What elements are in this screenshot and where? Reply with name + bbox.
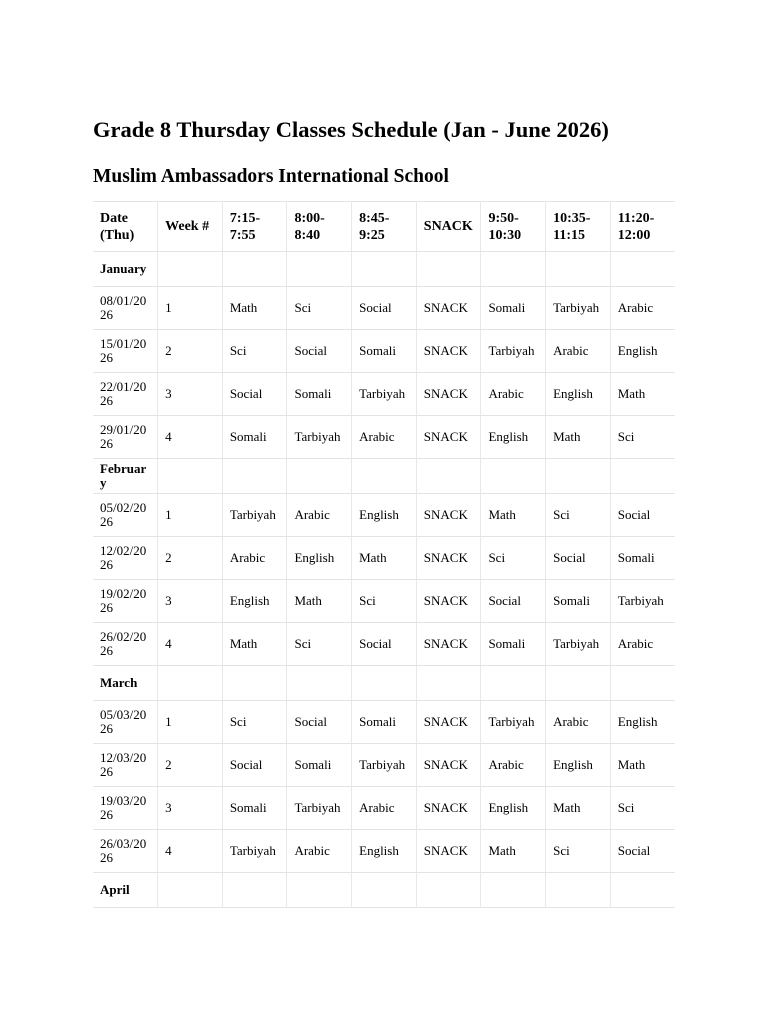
- empty-cell: [352, 873, 417, 908]
- subject-cell: Tarbiyah: [352, 373, 417, 416]
- subject-cell: Somali: [352, 701, 417, 744]
- week-cell: 4: [158, 830, 223, 873]
- subject-cell: Social: [287, 701, 352, 744]
- subject-cell: Math: [610, 373, 675, 416]
- subject-cell: Tarbiyah: [287, 416, 352, 459]
- empty-cell: [481, 459, 546, 494]
- date-cell: 19/03/2026: [93, 787, 158, 830]
- week-cell: 2: [158, 537, 223, 580]
- subject-cell: Sci: [222, 701, 287, 744]
- subject-cell: Sci: [610, 787, 675, 830]
- empty-cell: [222, 459, 287, 494]
- month-row: [93, 252, 675, 287]
- subject-cell: Sci: [546, 830, 611, 873]
- month-label: January: [93, 252, 158, 287]
- week-cell: 3: [158, 580, 223, 623]
- subject-cell: Math: [352, 537, 417, 580]
- week-cell: 4: [158, 623, 223, 666]
- empty-cell: [287, 252, 352, 287]
- schedule-body: [93, 252, 675, 908]
- week-cell: 1: [158, 287, 223, 330]
- empty-cell: [416, 252, 481, 287]
- empty-cell: [222, 252, 287, 287]
- date-cell: 05/02/2026: [93, 494, 158, 537]
- subject-cell: Tarbiyah: [546, 287, 611, 330]
- subject-cell: Math: [481, 830, 546, 873]
- week-cell: 3: [158, 373, 223, 416]
- subject-cell: English: [481, 787, 546, 830]
- subject-cell: SNACK: [416, 787, 481, 830]
- subject-cell: Social: [546, 537, 611, 580]
- subject-cell: Arabic: [546, 701, 611, 744]
- table-row: [93, 787, 675, 830]
- subject-cell: Sci: [352, 580, 417, 623]
- empty-cell: [546, 873, 611, 908]
- subject-cell: Tarbiyah: [546, 623, 611, 666]
- table-row: [93, 287, 675, 330]
- table-row: [93, 494, 675, 537]
- subject-cell: Sci: [546, 494, 611, 537]
- empty-cell: [222, 873, 287, 908]
- subject-cell: Social: [481, 580, 546, 623]
- subject-cell: Tarbiyah: [352, 744, 417, 787]
- table-row: [93, 701, 675, 744]
- subject-cell: Arabic: [352, 787, 417, 830]
- date-cell: 26/03/2026: [93, 830, 158, 873]
- subject-cell: Arabic: [287, 494, 352, 537]
- subject-cell: Math: [481, 494, 546, 537]
- subject-cell: Tarbiyah: [610, 580, 675, 623]
- subject-cell: Arabic: [481, 744, 546, 787]
- week-cell: 2: [158, 330, 223, 373]
- header-cell: Date (Thu): [93, 202, 158, 252]
- header-cell: 9:50-10:30: [481, 202, 546, 252]
- table-row: [93, 416, 675, 459]
- empty-cell: [416, 873, 481, 908]
- subject-cell: English: [222, 580, 287, 623]
- header-cell: 8:45-9:25: [352, 202, 417, 252]
- empty-cell: [416, 666, 481, 701]
- header-cell: 10:35-11:15: [546, 202, 611, 252]
- empty-cell: [610, 252, 675, 287]
- table-row: [93, 373, 675, 416]
- subject-cell: Arabic: [546, 330, 611, 373]
- empty-cell: [610, 666, 675, 701]
- subject-cell: Somali: [287, 744, 352, 787]
- empty-cell: [546, 666, 611, 701]
- subject-cell: Tarbiyah: [222, 494, 287, 537]
- month-row: [93, 873, 675, 908]
- header-cell: 11:20-12:00: [610, 202, 675, 252]
- subject-cell: Arabic: [481, 373, 546, 416]
- header-cell: Week #: [158, 202, 223, 252]
- schedule-header: [93, 202, 675, 252]
- subject-cell: Tarbiyah: [222, 830, 287, 873]
- page-title: Grade 8 Thursday Classes Schedule (Jan - June 2026): [93, 117, 609, 142]
- subject-cell: SNACK: [416, 494, 481, 537]
- subject-cell: Sci: [287, 623, 352, 666]
- subject-cell: English: [352, 830, 417, 873]
- empty-cell: [352, 459, 417, 494]
- subject-cell: Somali: [481, 623, 546, 666]
- empty-cell: [158, 459, 223, 494]
- table-row: [93, 744, 675, 787]
- date-cell: 19/02/2026: [93, 580, 158, 623]
- subject-cell: SNACK: [416, 744, 481, 787]
- empty-cell: [610, 459, 675, 494]
- subject-cell: SNACK: [416, 287, 481, 330]
- subject-cell: Social: [610, 494, 675, 537]
- subject-cell: English: [481, 416, 546, 459]
- week-cell: 3: [158, 787, 223, 830]
- subject-cell: English: [610, 330, 675, 373]
- subject-cell: Tarbiyah: [481, 701, 546, 744]
- date-cell: 22/01/2026: [93, 373, 158, 416]
- subject-cell: Arabic: [610, 287, 675, 330]
- month-row: [93, 459, 675, 494]
- subject-cell: Somali: [287, 373, 352, 416]
- date-cell: 12/02/2026: [93, 537, 158, 580]
- subject-cell: Sci: [222, 330, 287, 373]
- date-cell: 26/02/2026: [93, 623, 158, 666]
- empty-cell: [546, 252, 611, 287]
- subject-cell: Sci: [610, 416, 675, 459]
- subject-cell: Tarbiyah: [287, 787, 352, 830]
- schedule-table: [93, 201, 675, 908]
- subject-cell: SNACK: [416, 330, 481, 373]
- subject-cell: SNACK: [416, 416, 481, 459]
- week-cell: 4: [158, 416, 223, 459]
- month-label: March: [93, 666, 158, 701]
- empty-cell: [287, 666, 352, 701]
- empty-cell: [416, 459, 481, 494]
- subject-cell: English: [287, 537, 352, 580]
- subject-cell: Math: [546, 787, 611, 830]
- subject-cell: SNACK: [416, 701, 481, 744]
- empty-cell: [481, 252, 546, 287]
- subject-cell: Social: [222, 744, 287, 787]
- subject-cell: Social: [610, 830, 675, 873]
- subject-cell: Somali: [481, 287, 546, 330]
- week-cell: 2: [158, 744, 223, 787]
- date-cell: 15/01/2026: [93, 330, 158, 373]
- subject-cell: Arabic: [352, 416, 417, 459]
- subject-cell: Somali: [222, 416, 287, 459]
- week-cell: 1: [158, 494, 223, 537]
- subject-cell: Tarbiyah: [481, 330, 546, 373]
- date-cell: 29/01/2026: [93, 416, 158, 459]
- subject-cell: SNACK: [416, 623, 481, 666]
- date-cell: 12/03/2026: [93, 744, 158, 787]
- subject-cell: Arabic: [287, 830, 352, 873]
- empty-cell: [610, 873, 675, 908]
- table-row: [93, 580, 675, 623]
- subject-cell: Social: [352, 287, 417, 330]
- header-row: [93, 202, 675, 252]
- table-row: [93, 330, 675, 373]
- empty-cell: [287, 873, 352, 908]
- empty-cell: [546, 459, 611, 494]
- subject-cell: Sci: [287, 287, 352, 330]
- subject-cell: Social: [352, 623, 417, 666]
- empty-cell: [481, 873, 546, 908]
- subject-cell: SNACK: [416, 373, 481, 416]
- empty-cell: [222, 666, 287, 701]
- table-row: [93, 830, 675, 873]
- table-row: [93, 623, 675, 666]
- subject-cell: English: [610, 701, 675, 744]
- subject-cell: Math: [222, 623, 287, 666]
- empty-cell: [158, 252, 223, 287]
- date-cell: 05/03/2026: [93, 701, 158, 744]
- subject-cell: Somali: [222, 787, 287, 830]
- subject-cell: Arabic: [610, 623, 675, 666]
- subject-cell: Math: [610, 744, 675, 787]
- month-label: April: [93, 873, 158, 908]
- empty-cell: [158, 873, 223, 908]
- header-cell: 7:15-7:55: [222, 202, 287, 252]
- subject-cell: Social: [222, 373, 287, 416]
- subject-cell: Arabic: [222, 537, 287, 580]
- subject-cell: English: [546, 744, 611, 787]
- page-subtitle: Muslim Ambassadors International School: [93, 166, 449, 187]
- subject-cell: English: [546, 373, 611, 416]
- subject-cell: SNACK: [416, 537, 481, 580]
- empty-cell: [158, 666, 223, 701]
- date-cell: 08/01/2026: [93, 287, 158, 330]
- subject-cell: Social: [287, 330, 352, 373]
- subject-cell: Math: [546, 416, 611, 459]
- subject-cell: Somali: [546, 580, 611, 623]
- header-cell: SNACK: [416, 202, 481, 252]
- month-row: [93, 666, 675, 701]
- empty-cell: [352, 666, 417, 701]
- header-cell: 8:00-8:40: [287, 202, 352, 252]
- subject-cell: Somali: [610, 537, 675, 580]
- empty-cell: [481, 666, 546, 701]
- empty-cell: [352, 252, 417, 287]
- table-row: [93, 537, 675, 580]
- subject-cell: Sci: [481, 537, 546, 580]
- subject-cell: Math: [287, 580, 352, 623]
- subject-cell: Math: [222, 287, 287, 330]
- subject-cell: Somali: [352, 330, 417, 373]
- subject-cell: SNACK: [416, 830, 481, 873]
- subject-cell: English: [352, 494, 417, 537]
- week-cell: 1: [158, 701, 223, 744]
- empty-cell: [287, 459, 352, 494]
- month-label: February: [93, 459, 158, 494]
- subject-cell: SNACK: [416, 580, 481, 623]
